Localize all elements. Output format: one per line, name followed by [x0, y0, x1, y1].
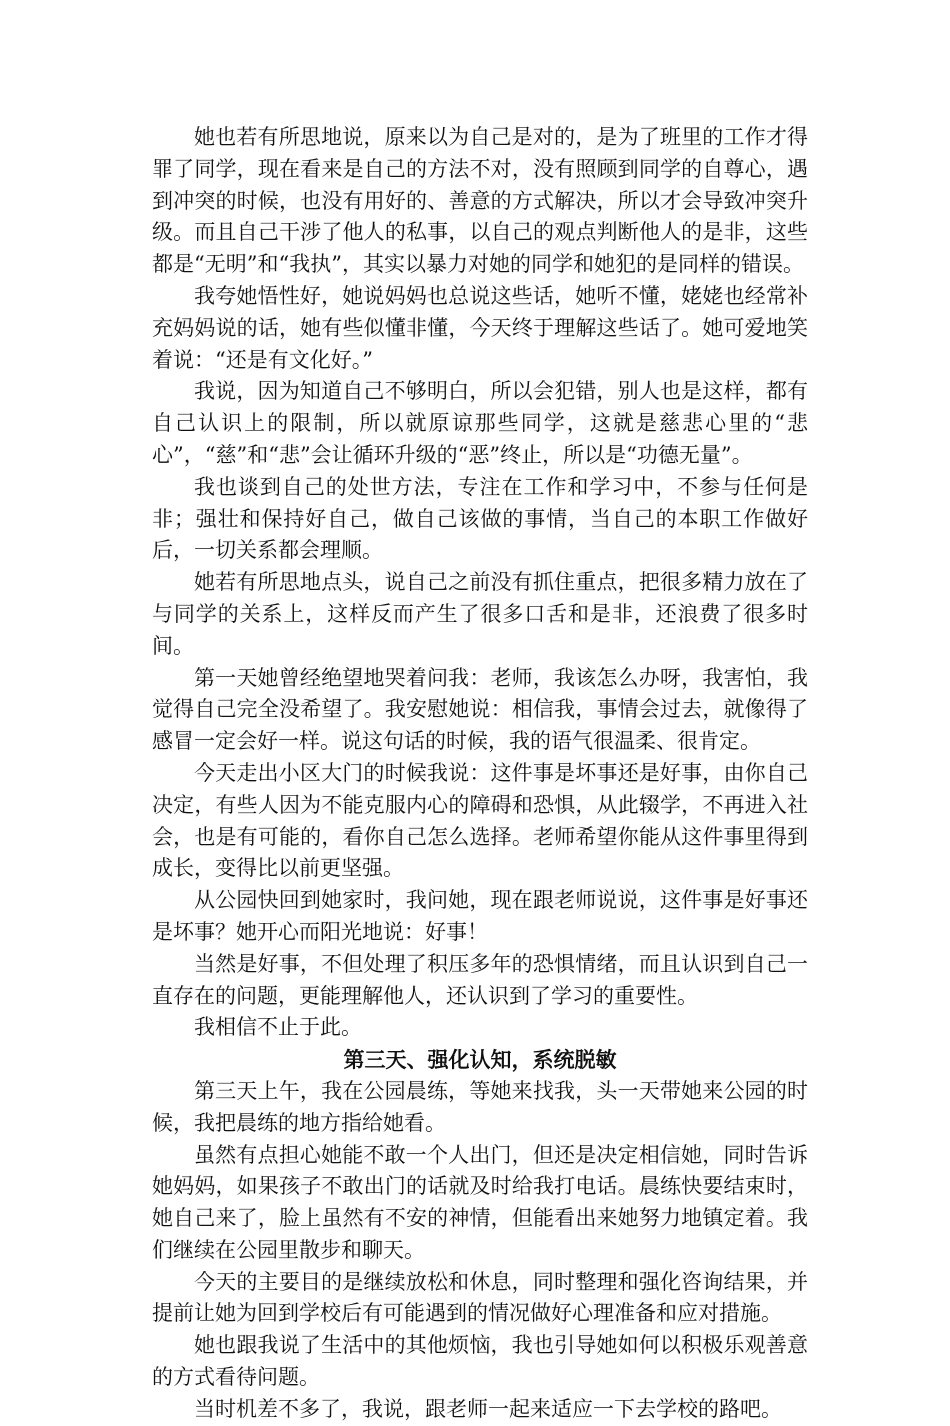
- paragraph: 第三天上午，我在公园晨练，等她来找我，头一天带她来公园的时候，我把晨练的地方指给她看。: [152, 1078, 808, 1135]
- paragraph: 当然是好事，不但处理了积压多年的恐惧情绪，而且认识到自己一直存在的问题，更能理解他人，还认识到了学习的重要性。: [152, 951, 808, 1008]
- paragraph: 从公园快回到她家时，我问她，现在跟老师说说，这件事是好事还是坏事？她开心而阳光地说：好事！: [152, 888, 808, 944]
- paragraph: 当时机差不多了，我说，跟老师一起来适应一下去学校的路吧。: [194, 1396, 782, 1421]
- paragraph: 我说，因为知道自己不够明白，所以会犯错，别人也是这样，都有自己认识上的限制，所以就原谅那些同学，这就是慈悲心里的“悲心”，“慈”和“悲”会让循环升级的“恶”终止，所以是“功德无量”。: [152, 379, 808, 467]
- paragraph: 她也跟我说了生活中的其他烦恼，我也引导她如何以积极乐观善意的方式看待问题。: [152, 1333, 808, 1390]
- paragraph: 今天的主要目的是继续放松和休息，同时整理和强化咨询结果，并提前让她为回到学校后有可能遇到的情况做好心理准备和应对措施。: [152, 1269, 808, 1326]
- paragraph: 今天走出小区大门的时候我说：这件事是坏事还是好事，由你自己决定，有些人因为不能克服内心的障碍和恐惧，从此辍学，不再进入社会，也是有可能的，看你自己怎么选择。老师希望你能从这件事里得到成长，变得比以前更坚强。: [152, 760, 808, 881]
- paragraph: 虽然有点担心她能不敢一个人出门，但还是决定相信她，同时告诉她妈妈，如果孩子不敢出门的话就及时给我打电话。晨练快要结束时，她自己来了，脸上虽然有不安的神情，但能看出来她努力地镇定着。我们继续在公园里散步和聊天。: [152, 1142, 808, 1262]
- paragraph: 第一天她曾经绝望地哭着问我：老师，我该怎么办呀，我害怕，我觉得自己完全没希望了。我安慰她说：相信我，事情会过去，就像得了感冒一定会好一样。说这句话的时候，我的语气很温柔、很肯定。: [152, 665, 808, 754]
- document-page: [152, 122, 808, 1426]
- paragraph: 我相信不止于此。: [194, 1015, 362, 1040]
- paragraph: 我也谈到自己的处世方法，专注在工作和学习中，不参与任何是非；强壮和保持好自己，做自己该做的事情，当自己的本职工作做好后，一切关系都会理顺。: [152, 474, 808, 563]
- paragraph: 她若有所思地点头，说自己之前没有抓住重点，把很多精力放在了与同学的关系上，这样反而产生了很多口舌和是非，还浪费了很多时间。: [152, 570, 808, 658]
- paragraph: 她也若有所思地说，原来以为自己是对的，是为了班里的工作才得罪了同学，现在看来是自己的方法不对，没有照顾到同学的自尊心，遇到冲突的时候，也没有用好的、善意的方式解决，所以才会导致冲突升级。而且自己干涉了他人的私事，以自己的观点判断他人的是非，这些都是“无明”和“我执”，其实以暴力对她的同学和她犯的是同样的错误。: [152, 125, 808, 277]
- paragraph: 我夸她悟性好，她说妈妈也总说这些话，她听不懂，姥姥也经常补充妈妈说的话，她有些似懂非懂，今天终于理解这些话了。她可爱地笑着说：“还是有文化好。”: [152, 283, 808, 372]
- section-heading: 第三天、强化认知，系统脱敏: [343, 1047, 617, 1073]
